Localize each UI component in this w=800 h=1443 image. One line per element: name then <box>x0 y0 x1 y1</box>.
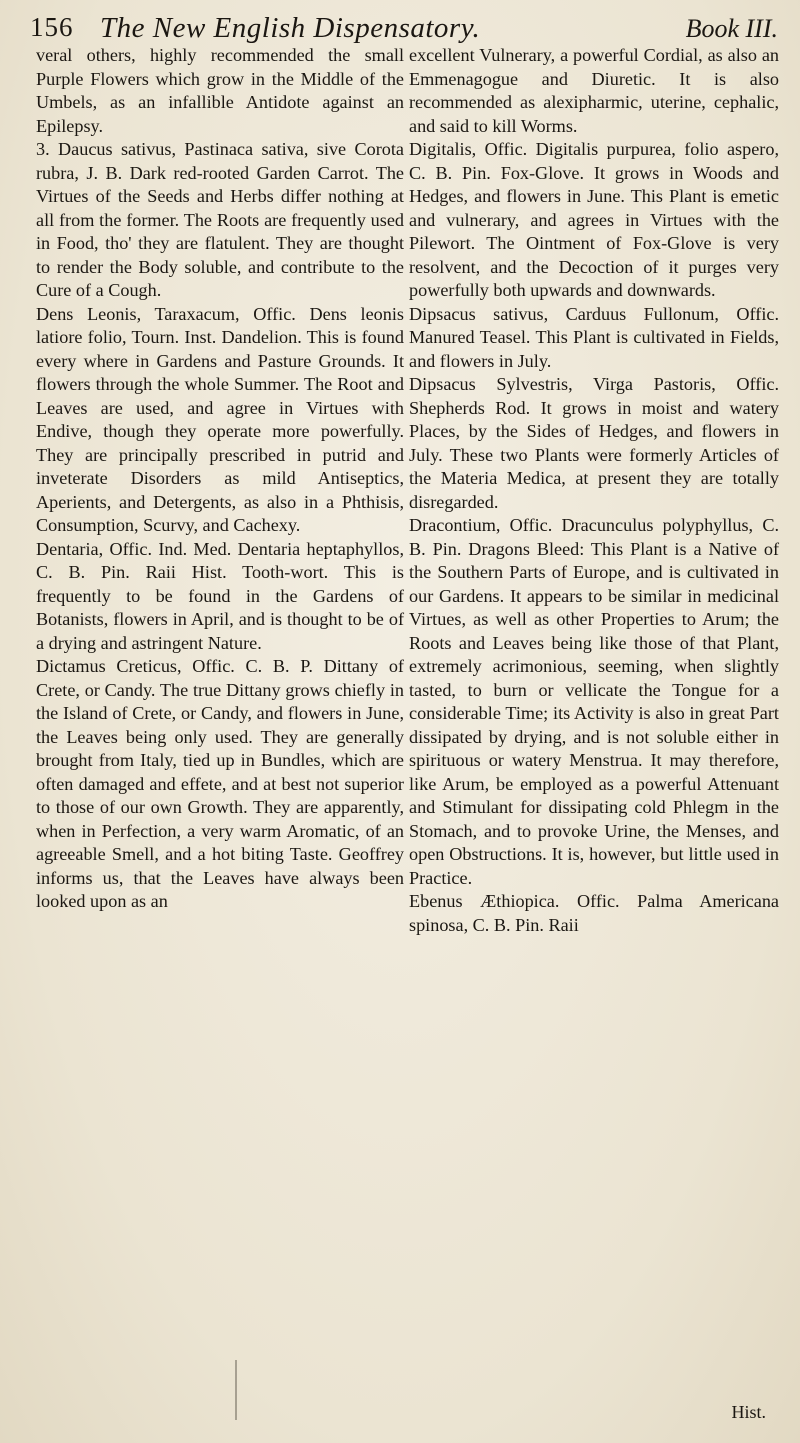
paragraph: Digitalis, Offic. Digitalis purpurea, folio aspero, C. B. Pin. Fox-Glove. It grows in Woods and Hedges, and flowers in June. This Plant is emetic and vulnerary, and agrees in Virtues with the Pilewort. The Ointment of Fox-Glove is very resolvent, and the Decoction of it purges very powerfully both upwards and downwards. <box>409 139 779 300</box>
paragraph: Dens Leonis, Taraxacum, Offic. Dens leonis latiore folio, Tourn. Inst. Dandelion. This is found every where in Gardens and Pasture Grounds. It flowers through the whole Summer. The Root and Leaves are used, and agree in Virtues with Endive, though they operate more powerfully. They are principally prescribed in putrid and inveterate Disorders as mild Antiseptics, Aperients, and Detergents, as also in a Phthisis, Consumption, Scurvy, and Cachexy. <box>36 303 404 535</box>
page-number: 156 <box>30 12 74 42</box>
right-column <box>409 44 779 937</box>
page-header <box>30 12 778 46</box>
left-column <box>36 44 404 914</box>
paragraph: Dictamus Creticus, Offic. C. B. P. Dittany of Crete, or Candy. The true Dittany grows chiefly in the Island of Crete, or Candy, and flowers in June, the Leaves being only used. They are generally brought from Italy, tied up in Bundles, which are often damaged and effete, and at best not superior to those of our own Growth. They are apparently, when in Perfection, a very warm Aromatic, of an agreeable Smell, and a hot biting Taste. Geoffrey informs us, that the Leaves have always been looked upon as an <box>36 656 404 911</box>
book-label: Book III. <box>685 14 778 43</box>
paragraph: excellent Vulnerary, a powerful Cordial, as also an Emmenagogue and Diuretic. It is also recommended as alexipharmic, uterine, cephalic, and said to kill Worms. <box>409 45 779 136</box>
ink-smudge <box>229 1360 243 1420</box>
paragraph: Dipsacus sativus, Carduus Fullonum, Offic. Manured Teasel. This Plant is cultivated in Fields, and flowers in July. <box>409 303 779 371</box>
paragraph: Ebenus Æthiopica. Offic. Palma Americana spinosa, C. B. Pin. Raii <box>409 891 779 935</box>
paragraph: 3. Daucus sativus, Pastinaca sativa, sive Corota rubra, J. B. Dark red-rooted Garden Carrot. The Virtues of the Seeds and Herbs differ nothing at all from the former. The Roots are frequently used in Food, tho' they are flatulent. They are thought to render the Body soluble, and contribute to the Cure of a Cough. <box>36 139 404 300</box>
paragraph: Dracontium, Offic. Dracunculus polyphyllus, C. B. Pin. Dragons Bleed: This Plant is a Native of the Southern Parts of Europe, and is cultivated in our Gardens. It appears to be similar in medicinal Virtues, as well as other Properties to Arum; the Roots and Leaves being like those of that Plant, extremely acrimonious, seeming, when slightly tasted, to burn or vellicate the Tongue for a considerable Time; its Activity is also in great Part dissipated by drying, and is not soluble either in spirituous or watery Menstrua. It may therefore, like Arum, be employed as a powerful Attenuant and Stimulant for dissipating cold Phlegm in the Stomach, and to provoke Urine, the Menses, and open Obstructions. It is, however, but little used in Practice. <box>409 515 779 888</box>
paragraph: Dentaria, Offic. Ind. Med. Dentaria heptaphyllos, C. B. Pin. Raii Hist. Tooth-wort. This is frequently to be found in the Gardens of Botanists, flowers in April, and is thought to be of a drying and astringent Nature. <box>36 538 404 653</box>
paragraph: veral others, highly recommended the small Purple Flowers which grow in the Middle of the Umbels, as an infallible Antidote against an Epilepsy. <box>36 45 404 136</box>
paragraph: Dipsacus Sylvestris, Virga Pastoris, Offic. Shepherds Rod. It grows in moist and watery Places, by the Sides of Hedges, and flowers in July. These two Plants were formerly Articles of the Materia Medica, at present they are totally disregarded. <box>409 374 779 512</box>
running-title: The New English Dispensatory. <box>100 12 481 44</box>
catchword: Hist. <box>731 1402 766 1422</box>
